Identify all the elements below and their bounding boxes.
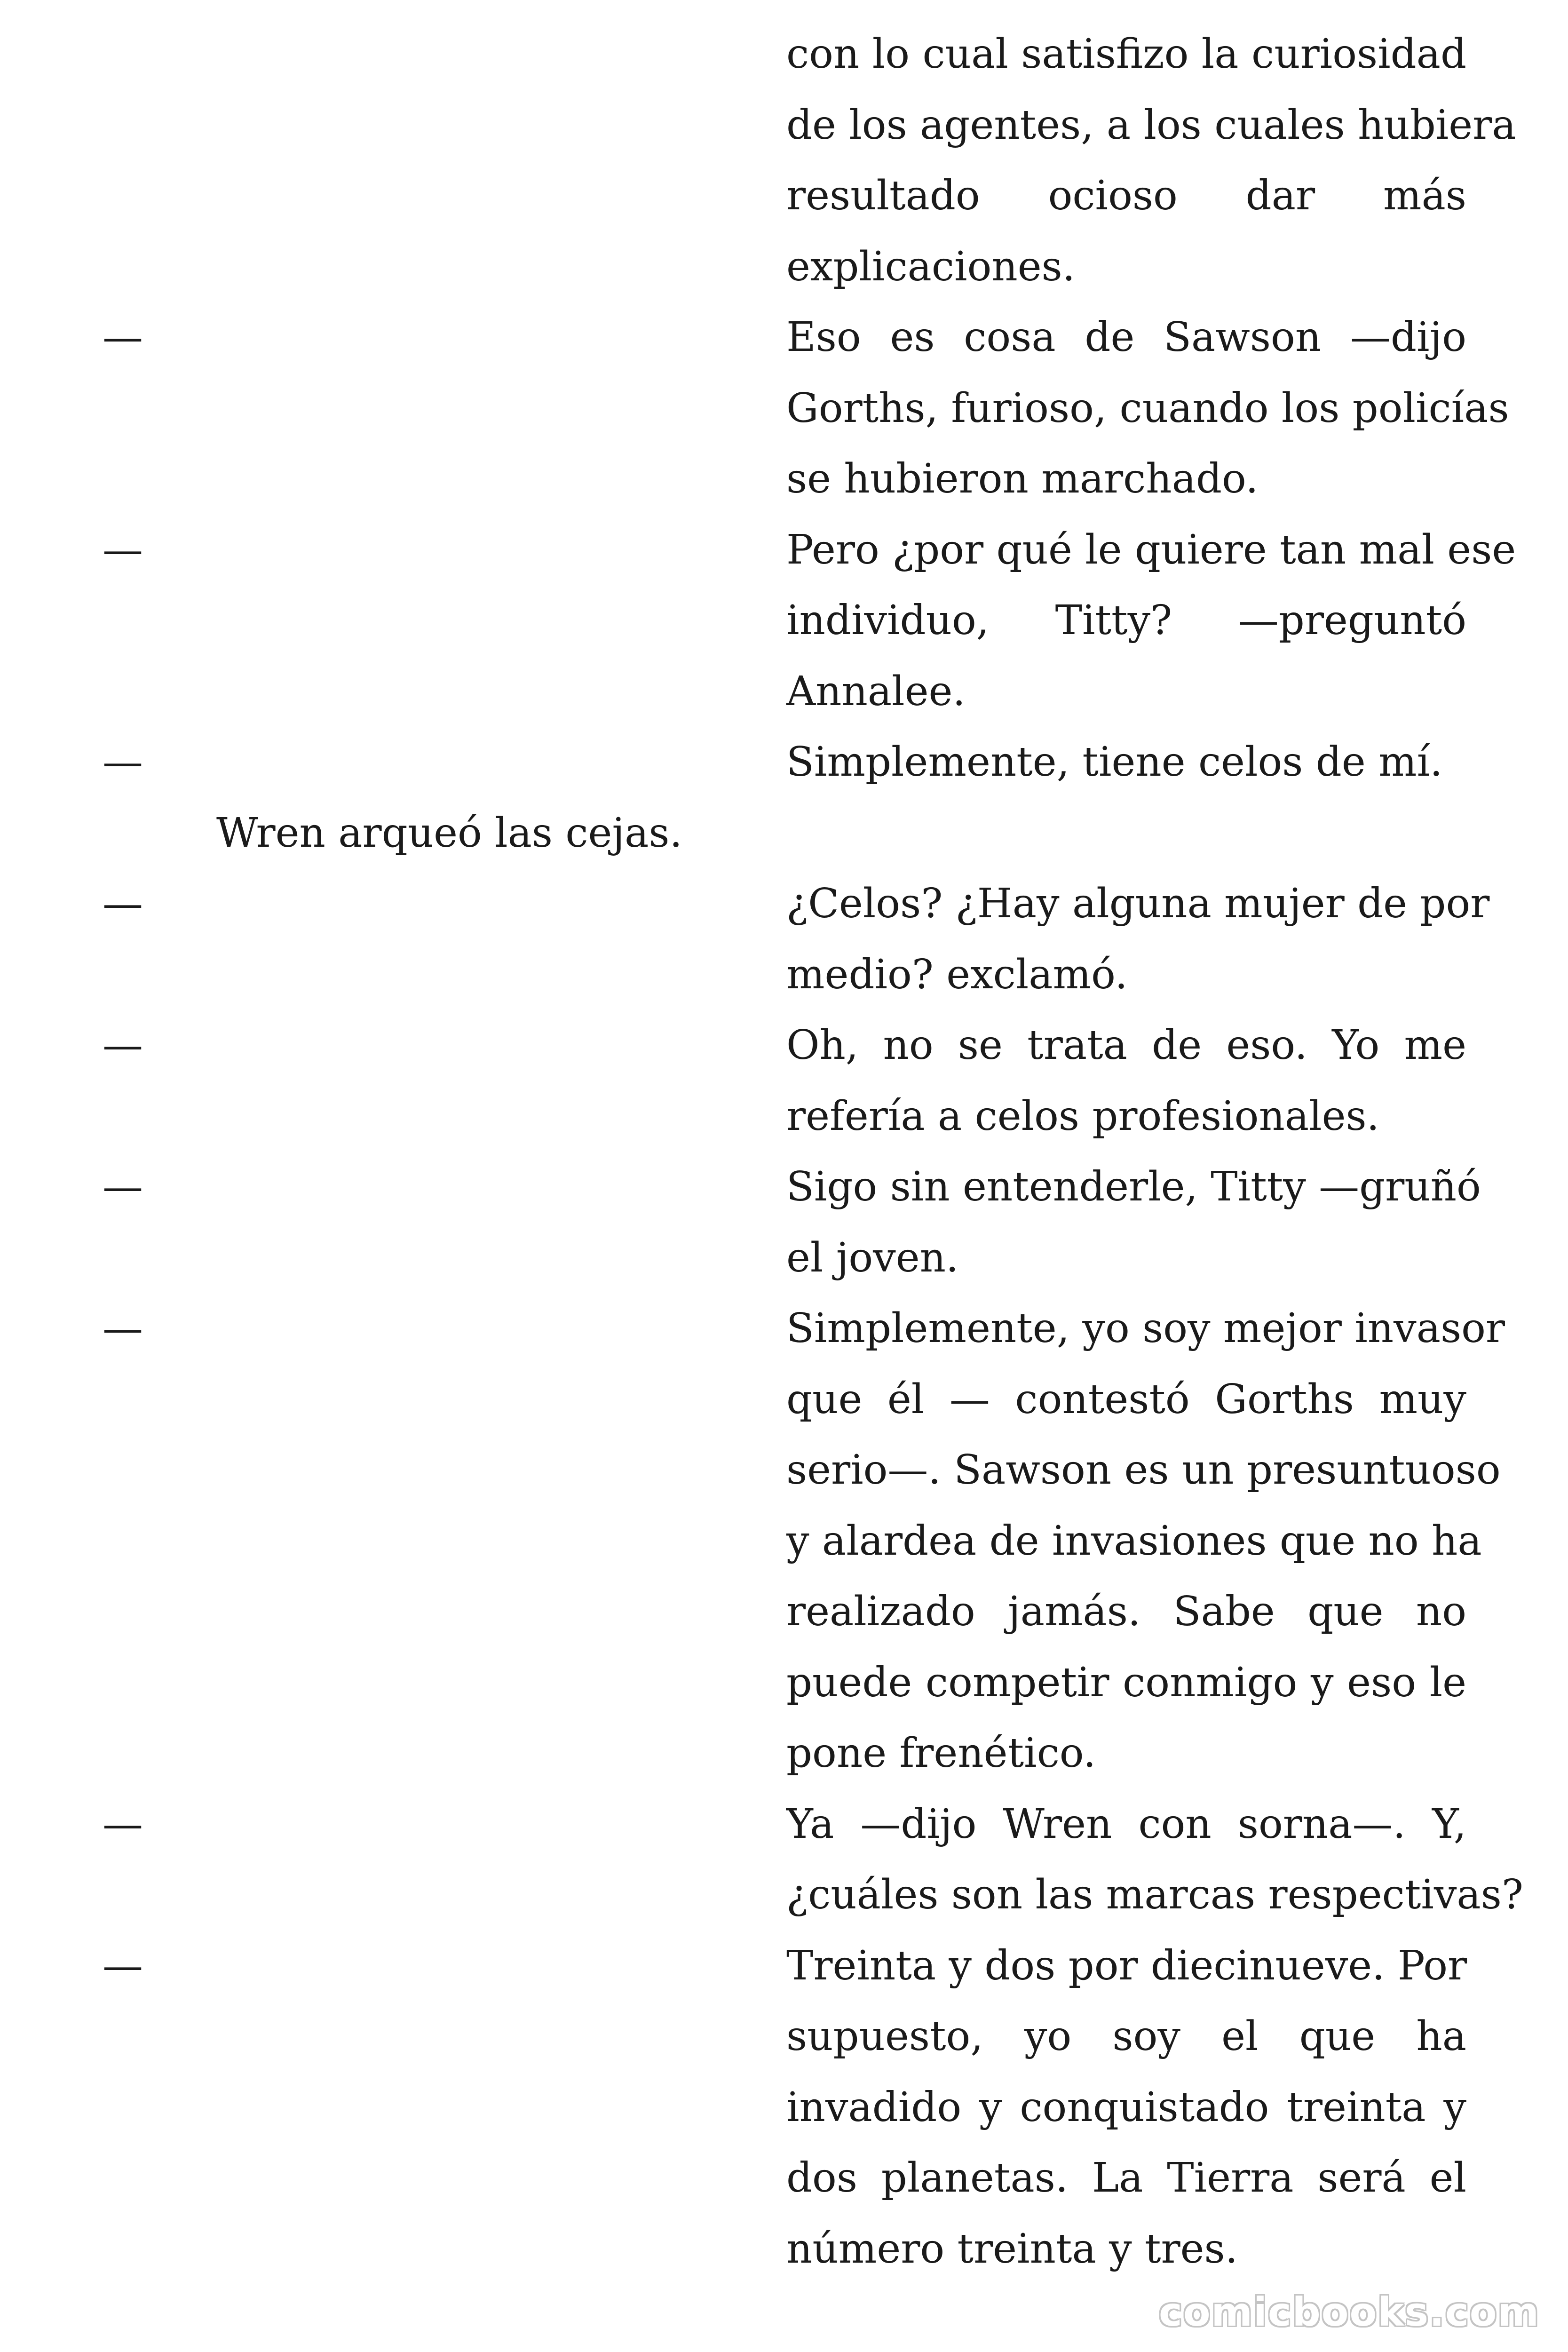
text-line [0,1859,1568,1930]
text-line [0,2001,1568,2072]
dialogue-dash: — [103,1163,143,1210]
continuation-line: y alardea de invasiones que no ha [786,1517,1482,1565]
dialogue-line: Ya —dijo Wren con sorna—. Y, [786,1800,1466,1848]
continuation-line: refería a celos profesionales. [786,1092,1379,1140]
continuation-line: Gorths, furioso, cuando los policías [786,384,1509,432]
continuation-line: resultado ocioso dar más [786,172,1466,219]
text-line [0,1576,1568,1647]
dialogue-dash: — [103,1022,143,1069]
text-line [0,2143,1568,2213]
text-line [0,1435,1568,1505]
continuation-line: que él — contestó Gorths muy [786,1375,1466,1423]
continuation-line: de los agentes, a los cuales hubiera [786,101,1516,149]
text-line [0,1718,1568,1788]
text-line [0,1152,1568,1222]
text-line [0,1223,1568,1293]
continuation-line: explicaciones. [786,243,1076,290]
continuation-line: realizado jamás. Sabe que no [786,1588,1466,1635]
dialogue-line: Eso es cosa de Sawson —dijo [786,314,1466,361]
dialogue-dash: — [103,739,143,786]
text-line [0,2072,1568,2143]
dialogue-dash: — [103,880,143,927]
text-line [0,798,1568,868]
dialogue-dash: — [103,1942,143,1989]
text-line [0,1364,1568,1435]
dialogue-line: Treinta y dos por diecinueve. Por [786,1942,1467,1989]
continuation-line: serio—. Sawson es un presuntuoso [786,1446,1501,1494]
watermark-logo: comicbooks.com [1159,2289,1540,2335]
continuation-line: con lo cual satisfizo la curiosidad [786,31,1466,78]
text-line [0,1931,1568,2001]
continuation-line: individuo, Titty? —preguntó [786,597,1466,644]
continuation-line: pone frenético. [786,1730,1096,1777]
text-line [0,515,1568,585]
text-line [0,868,1568,939]
text-line [0,585,1568,656]
text-line [0,19,1568,89]
text-line [0,1647,1568,1718]
text-line [0,160,1568,231]
dialogue-line: ¿Celos? ¿Hay alguna mujer de por [786,880,1490,927]
text-line [0,656,1568,727]
dialogue-line: Simplemente, yo soy mejor invasor [786,1305,1505,1352]
text-line [0,1506,1568,1576]
continuation-line: supuesto, yo soy el que ha [786,2013,1466,2060]
text-line [0,373,1568,444]
dialogue-dash: — [103,314,143,361]
dialogue-line: Oh, no se trata de eso. Yo me [786,1022,1466,1069]
continuation-line: el joven. [786,1234,959,1281]
continuation-line: Annalee. [786,667,966,715]
text-line [0,1293,1568,1364]
continuation-line: se hubieron marchado. [786,455,1259,502]
continuation-line: número treinta y tres. [786,2225,1238,2273]
text-line [0,2214,1568,2284]
dialogue-line: Sigo sin entenderle, Titty —gruñó [786,1163,1481,1210]
text-line [0,231,1568,302]
text-line [0,939,1568,1010]
text-line [0,1081,1568,1152]
continuation-line: invadido y conquistado treinta y [786,2083,1466,2131]
continuation-line: dos planetas. La Tierra será el [786,2154,1466,2201]
continuation-line: medio? exclamó. [786,951,1128,998]
continuation-line: puede competir conmigo y eso le [786,1659,1466,1706]
text-line [0,1789,1568,1859]
text-line [0,90,1568,160]
dialogue-dash: — [103,526,143,573]
text-line [0,1010,1568,1081]
dialogue-line: Pero ¿por qué le quiere tan mal ese [786,526,1516,573]
dialogue-dash: — [103,1305,143,1352]
narration-text: Wren arqueó las cejas. [216,809,682,857]
continuation-line: ¿cuáles son las marcas respectivas? [786,1871,1523,1918]
text-line [0,727,1568,797]
text-line [0,302,1568,373]
dialogue-line: Simplemente, tiene celos de mí. [786,739,1443,786]
dialogue-dash: — [103,1800,143,1848]
text-line [0,444,1568,514]
